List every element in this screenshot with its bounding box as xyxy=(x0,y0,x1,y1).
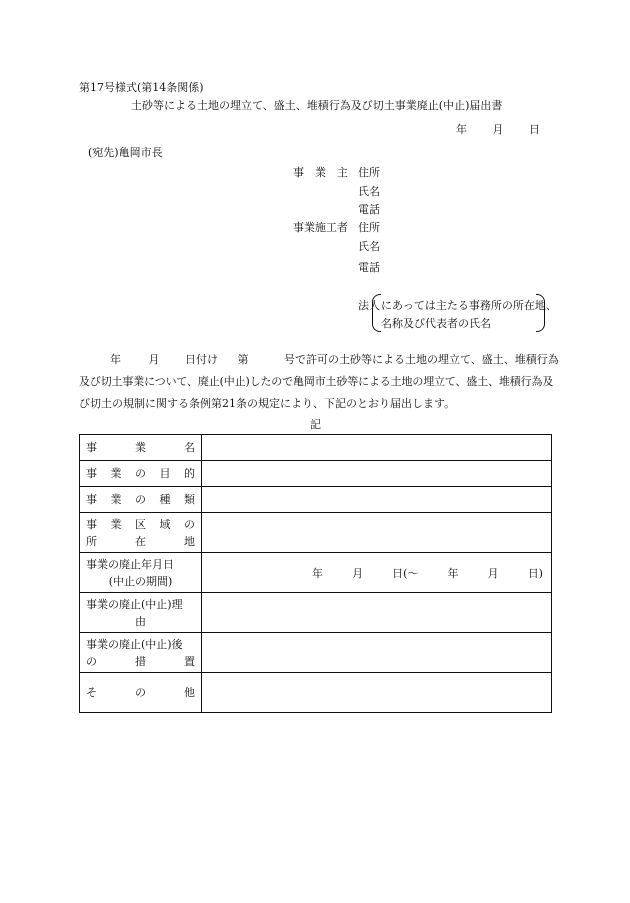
document-title: 土砂等による土地の埋立て、盛土、堆積行為及び切土事業廃止(中止)届出書 xyxy=(131,99,503,112)
table-row-other xyxy=(80,673,552,713)
body-line1-text: 号で許可の土砂等による土地の埋立て、盛土、堆積行為 xyxy=(284,353,559,366)
table-row-location xyxy=(80,513,552,553)
date-month-label: 月 xyxy=(492,123,504,136)
date-m2: 月 xyxy=(487,566,499,580)
date-d2: 日) xyxy=(527,566,543,580)
contractor-name-label: 氏名 xyxy=(358,240,380,253)
form-number: 第17号様式(第14条関係) xyxy=(79,81,204,94)
body-year: 年 xyxy=(110,353,121,366)
date-d1: 日(～ xyxy=(392,566,419,580)
corporate-note-line1: にあっては主たる事務所の所在地、 xyxy=(381,299,557,312)
label-business-name: 事 業 名 xyxy=(80,435,202,461)
body-number-prefix: 第 xyxy=(237,353,249,366)
value-type[interactable] xyxy=(202,487,552,513)
date-y2: 年 xyxy=(447,566,459,580)
label-discontinue-date: 事業の廃止年月日 (中止の期間) xyxy=(80,553,202,593)
date-m1: 月 xyxy=(352,566,364,580)
owner-name-label: 氏名 xyxy=(358,185,380,198)
table-row-discontinue-date xyxy=(80,553,552,593)
table-row-business-name xyxy=(80,435,552,461)
corporate-bracket-right xyxy=(536,294,545,332)
table-row-type xyxy=(80,487,552,513)
contractor-phone-label: 電話 xyxy=(358,261,380,274)
value-business-name[interactable] xyxy=(202,435,552,461)
contractor-address-label: 住所 xyxy=(358,221,380,234)
label-reason: 事業の廃止(中止)理 由 xyxy=(80,593,202,633)
label-type: 事 業 の 種 類 xyxy=(80,487,202,513)
table-row-reason xyxy=(80,593,552,633)
body-line-1 xyxy=(110,354,559,365)
addressee: (宛先)亀岡市長 xyxy=(88,146,163,159)
value-reason[interactable] xyxy=(202,593,552,633)
date-year-label: 年 xyxy=(456,123,467,136)
business-owner-label: 事 業 主 xyxy=(293,166,348,179)
owner-phone-label: 電話 xyxy=(358,203,380,216)
date-y1: 年 xyxy=(312,566,323,580)
corporate-prefix: 法人 xyxy=(358,299,380,312)
table-row-purpose xyxy=(80,461,552,487)
body-line-3: び切土の規制に関する条例第21条の規定により、下記のとおり届出します。 xyxy=(79,397,456,410)
date-line xyxy=(456,124,540,135)
label-location: 事 業 区 域 の 所 在 地 xyxy=(80,513,202,553)
label-other: そ の 他 xyxy=(80,673,202,713)
value-location[interactable] xyxy=(202,513,552,553)
ki-heading: 記 xyxy=(310,418,321,431)
date-day-label: 日 xyxy=(529,123,540,136)
detail-table xyxy=(79,434,552,713)
label-purpose: 事 業 の 目 的 xyxy=(80,461,202,487)
value-other[interactable] xyxy=(202,673,552,713)
value-discontinue-date[interactable] xyxy=(202,553,552,593)
body-line-2: 及び切土事業について、廃止(中止)したので亀岡市土砂等による土地の埋立て、盛土、堆積行為及 xyxy=(79,375,554,388)
table-row-measures xyxy=(80,633,552,673)
body-dated: 日付け xyxy=(185,353,218,366)
owner-address-label: 住所 xyxy=(358,166,380,179)
contractor-label: 事業施工者 xyxy=(293,221,348,234)
label-measures: 事業の廃止(中止)後 の 措 置 xyxy=(80,633,202,673)
corporate-note-line2: 名称及び代表者の氏名 xyxy=(381,317,491,330)
value-measures[interactable] xyxy=(202,633,552,673)
value-purpose[interactable] xyxy=(202,461,552,487)
corporate-bracket-left xyxy=(372,294,381,332)
body-month: 月 xyxy=(148,353,160,366)
